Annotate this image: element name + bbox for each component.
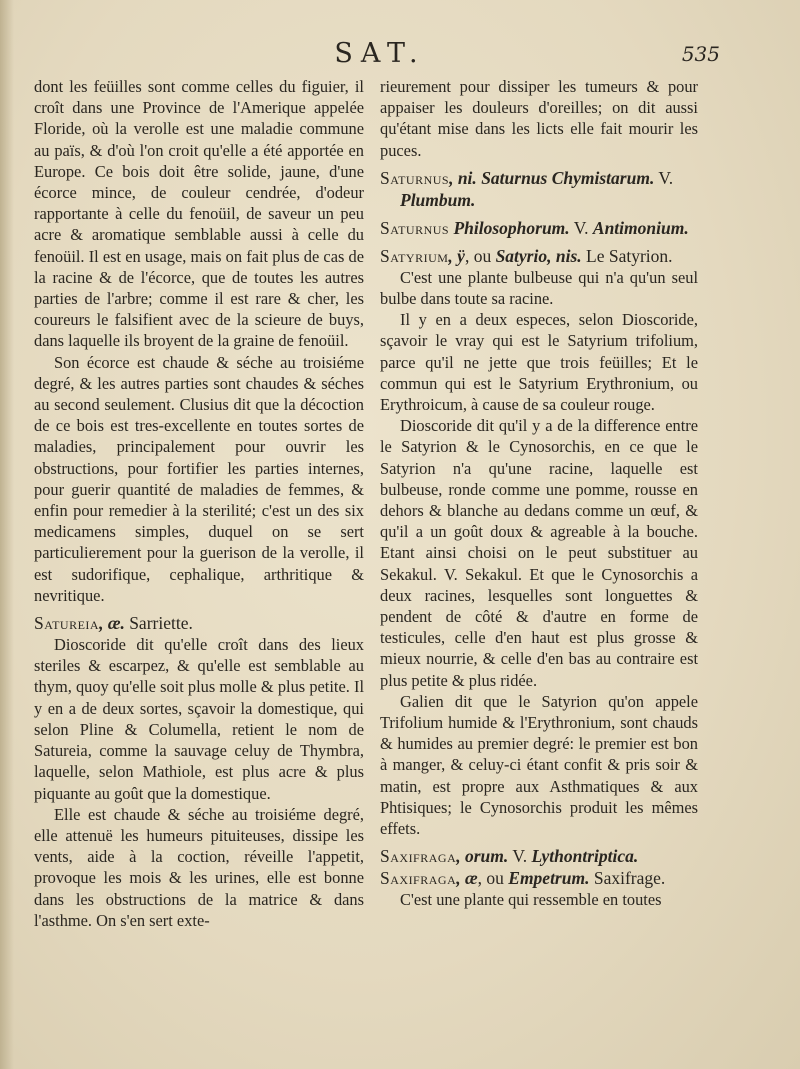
paragraph: Dioscoride dit qu'il y a de la difference entre le Satyrion & le Cynosorchis, en ce que le Satyrion n'a qu'une racine, laquelle est bulbeuse, ronde comme une pomme, rousse en dehors & blanche au dedans comme un œuf, & qu'il a un goût doux & agreable à la bouche. Etant ainsi choisi on le peut substituer au Sekakul. V. Sekakul. Et que le Cynosorchis a deux racines, lesquelles sont longuettes & pendent de côté & d'autre en forme de testicules, celle d'en haut est plus grosse & mieux nourrie, & celle d'en bas au contraire est plus petite & plus ridée.	[380, 416, 698, 690]
paragraph: Dioscoride dit qu'elle croît dans des lieux steriles & escarpez, & qu'elle est semblable au thym, quoy qu'elle soit plus molle & plus petite. Il y en a de deux sortes, sçavoir la domestique, qui selon Pline & Columella, retient le nom de Satureia, comme la sauvage celuy de Thymbra, laquelle, selon Mathiole, est plus acre & plus piquante au goût que la domestique.	[34, 635, 364, 803]
page-number: 535	[681, 42, 720, 66]
dictionary-entry-saxifraga	[380, 845, 698, 867]
cross-reference-target: Lythontriptica.	[531, 846, 639, 867]
headword-ending: , orum.	[456, 846, 509, 867]
headword: Saxifraga	[380, 846, 457, 867]
paragraph: Elle est chaude & séche au troisiéme degré, elle attenuë les humeurs pituiteuses, dissipe les vents, aide à la coction, réveille l'appetit, provoque les mois & les urines, elle est bonne dans les obstructions de la matrice & dans l'asthme. On s'en sert exte-	[34, 804, 364, 930]
paragraph: C'est une plante qui ressemble en toutes	[400, 890, 662, 910]
dictionary-entry-satyrium	[380, 245, 698, 267]
headword: Satyrium	[380, 245, 449, 266]
headword: Satureia	[34, 613, 100, 634]
paragraph: rieurement pour dissiper les tumeurs & pour appaiser les douleurs d'oreilles; on dit aussi qu'étant mise dans les licts elle fait mourir les puces.	[380, 77, 698, 160]
paragraph: C'est une plante bulbeuse qui n'a qu'un seul bulbe dans toute sa racine.	[380, 267, 698, 309]
headword: Saturnus	[380, 167, 450, 188]
latin-name: Saturnus Chymistarum.	[476, 167, 655, 188]
cross-reference-target: Antimonium.	[592, 217, 689, 238]
latin-name: Philosophorum.	[449, 217, 570, 238]
left-column	[34, 76, 364, 931]
running-head: SAT.	[334, 38, 426, 69]
headword-ending: , æ	[456, 868, 478, 889]
page-spine-shadow	[0, 0, 14, 1069]
headword-ending: , ni.	[449, 167, 477, 188]
paragraph: Galien dit que le Satyrion qu'on appele Trifolium humide & l'Erythronium, sont chauds & humides au premier degré: le premier est bon à manger, & celuy-ci étant confit & pris soir & matin, est propre aux Asthmatiques & aux Phtisiques; le Cynosorchis produit les mêmes effets.	[380, 691, 698, 839]
cross-reference-target: Plumbum.	[400, 189, 476, 210]
entry-gloss: Saxifrage.	[589, 868, 666, 889]
cross-reference-marker: V.	[508, 846, 532, 867]
right-column	[380, 76, 698, 911]
headword-ending: , ÿ	[448, 245, 465, 266]
paragraph: Il y en a deux especes, selon Dioscoride, sçavoir le vray qui est le Satyrium trifolium, parce qu'il ne jette que trois feüilles; Et le commun qui est le Satyrium Erythronium, ou Erythroicum, à cause de sa couleur rouge.	[380, 310, 698, 415]
dictionary-entry-saturnus	[380, 167, 698, 211]
headword-ending: , æ.	[99, 613, 125, 634]
alternate-headword: Empetrum.	[508, 868, 590, 889]
dictionary-entry-satureia	[34, 612, 364, 634]
dictionary-entry-saturnus-philosophorum	[380, 217, 698, 239]
separator: , ou	[477, 868, 509, 889]
alternate-headword: Satyrio	[495, 245, 548, 266]
headword-ending: , nis.	[547, 245, 582, 266]
separator: , ou	[464, 245, 496, 266]
cross-reference-marker: V.	[654, 167, 674, 188]
headword: Saxifraga	[380, 868, 457, 889]
entry-gloss: Le Satyrion.	[581, 245, 673, 266]
paragraph: Son écorce est chaude & séche au troisiéme degré, & les autres parties sont chaudes & séches au second seulement. Clusius dit que la décoction de ce bois est tres-excellente en toutes sortes de maladies, principalement pour ouvrir les obstructions, pour fortifier les parties internes, pour guerir quantité de maladies de femmes, & enfin pour remedier à la sterilité; c'est un des six medicamens simples, duquel on se sert particulierement pour la guerison de la verolle, il est sudorifique, cephalique, arthritique & nevritique.	[34, 352, 364, 605]
cross-reference-marker: V.	[569, 217, 593, 238]
headword: Saturnus	[380, 217, 450, 238]
paragraph: dont les feüilles sont comme celles du figuier, il croît dans une Province de l'Amerique appelée Floride, où la verolle est une maladie commune au païs, & d'où l'on croit qu'elle a été apportée en Europe. Ce bois doit être solide, jaune, d'une écorce mince, de couleur cendrée, d'odeur rapportante à celle du fenoüil, de saveur un peu acre & aromatique semblable aussi à celle du fenoüil. Il est en usage, mais on fait plus de cas de la racine & de l'écorce, que de toutes les autres parties de l'arbre; comme il est rare & cher, les coureurs le falsifient avec de la scieure de buys, dans laquelle ils broyent de la graine de fenoüil.	[34, 77, 364, 351]
entry-gloss: Sarriette.	[124, 613, 193, 634]
dictionary-entry-saxifraga-empetrum	[380, 867, 698, 889]
